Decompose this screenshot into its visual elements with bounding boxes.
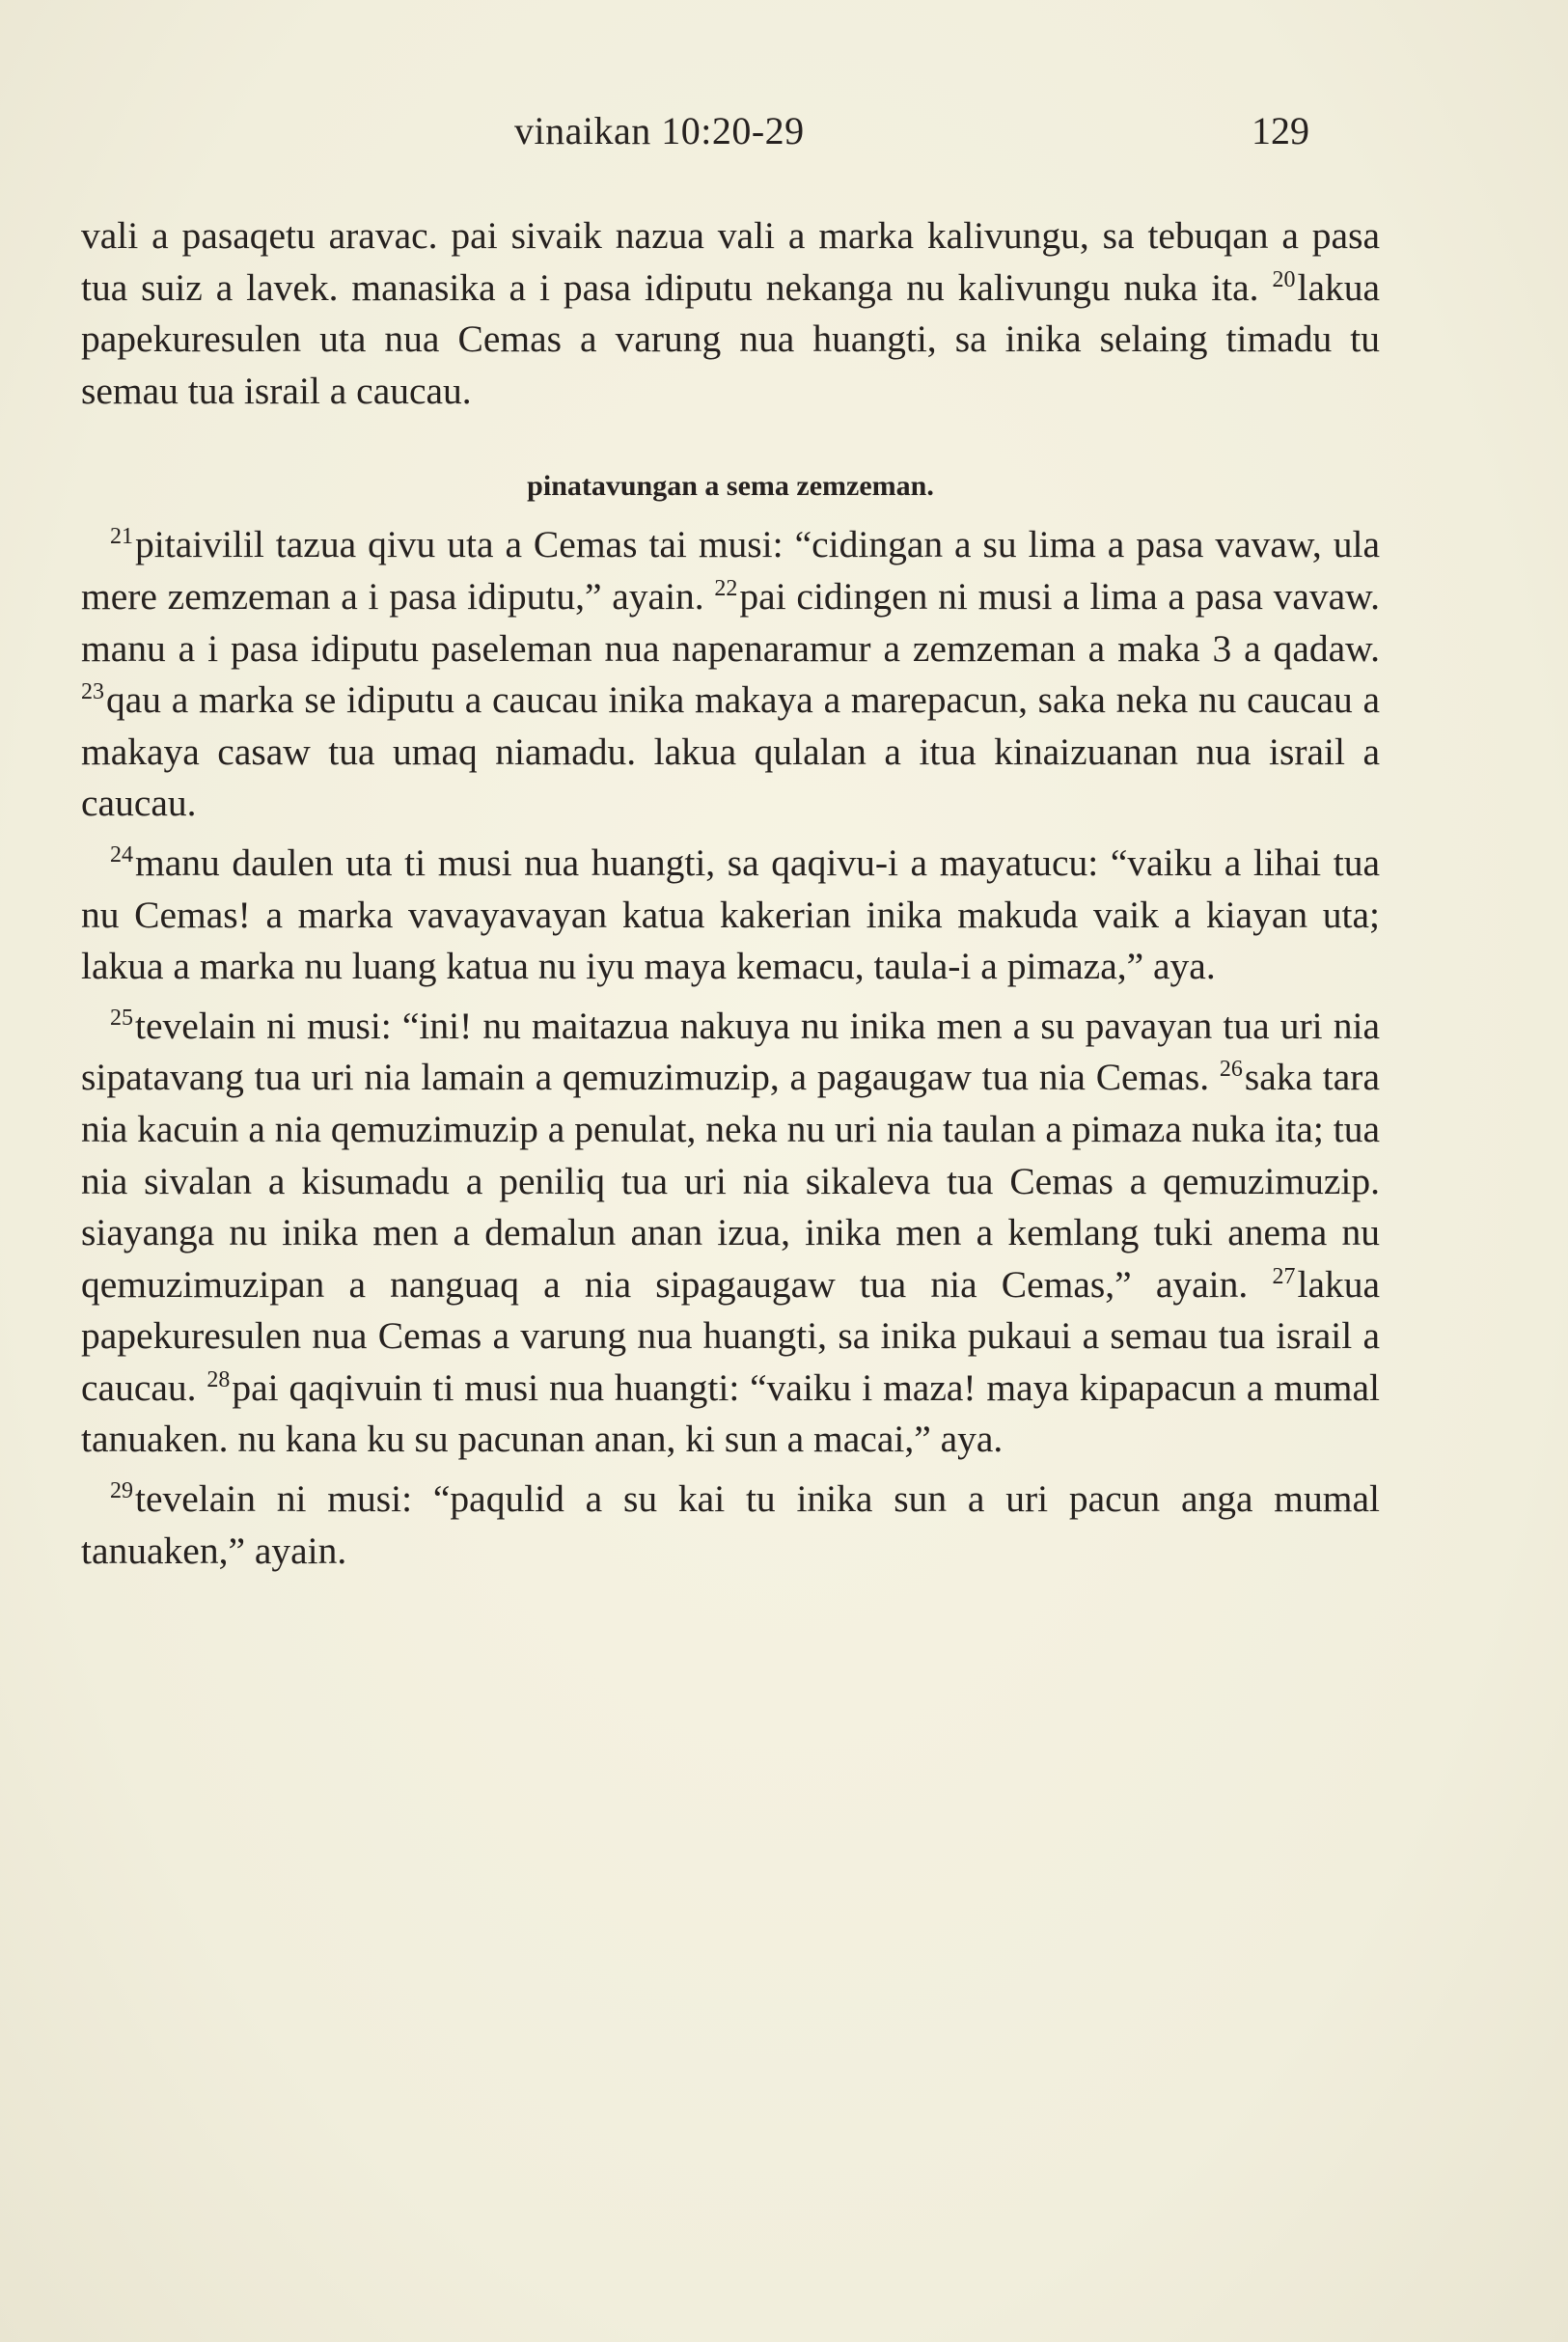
verse-number: 23 [81,679,104,705]
paragraph [81,1001,1380,1466]
verse-text: pai qaqivuin ti musi nua huangti: “vaiku i maza! maya kipapacun a mumal tanuaken. nu kana ku su pacunan anan, ki sun a macai,” aya. [81,1365,1381,1461]
verse-text: tevelain ni musi: “ini! nu maitazua nakuya nu inika men a su pavayan tua uri nia sipatavang tua uri nia lamain a qemuzimuzip, a pagaugaw tua nia Cemas. [81,1004,1380,1099]
verse-number: 20 [1272,266,1296,292]
paragraph [81,210,1380,417]
page-header [0,108,1568,166]
paragraph [81,519,1380,830]
verse-text: pitaivilil tazua qivu uta a Cemas tai musi: “cidingan a su lima a pasa vavaw, ula mere zemzeman a i pasa idiputu,” ayain. [81,523,1380,618]
verse-number: 25 [110,1005,133,1031]
running-head: vinaikan 10:20-29 [514,109,805,152]
page-body [81,210,1380,1577]
verse-text: tevelain ni musi: “paqulid a su kai tu inika sun a uri pacun anga mumal tanuaken,” ayain. [81,1477,1380,1572]
verse-number: 29 [110,1478,133,1504]
paragraph [81,1474,1380,1577]
verse-number: 27 [1272,1263,1296,1289]
verse-number: 26 [1219,1057,1243,1083]
verse-text: lakua papekuresulen nua Cemas a varung nua huangti, sa inika pukaui a semau tua israil a caucau. [81,1262,1381,1409]
verse-text: pai cidingen ni musi a lima a pasa vavaw. manu a i pasa idiputu paseleman nua napenaramur a zemzeman a maka 3 a qadaw. [81,574,1380,670]
page-number: 129 [1252,109,1309,152]
verse-number: 24 [110,841,133,868]
section-heading: pinatavungan a sema zemzeman. [527,470,934,503]
verse-number: 21 [110,524,133,550]
verse-text: lakua papekuresulen uta nua Cemas a varung nua huangti, sa inika selaing timadu tu semau tua israil a caucau. [81,265,1381,412]
paragraph [81,838,1380,993]
verse-number: 28 [206,1366,231,1392]
verse-text: saka tara nia kacuin a nia qemuzimuzip a penulat, neka nu uri nia taulan a pimaza nuka ita; tua nia sivalan a kisumadu a peniliq tua uri nia sikaleva tua Cemas a qemuzimuzip. siayanga nu inika men a demalun anan izua, inika men a kemlang tuki anema nu qemuzimuzipan a nanguaq a nia sipagaugaw tua nia Cemas,” ayain. [81,1056,1380,1306]
verse-text: qau a marka se idiputu a caucau inika makaya a marepacun, saka neka nu caucau a makaya casaw tua umaq niamadu. lakua qulalan a itua kinaizuanan nua israil a caucau. [81,678,1380,825]
paragraph-text: vali a pasaqetu aravac. pai sivaik nazua vali a marka kalivungu, sa tebuqan a pasa tua suiz a lavek. manasika a i pasa idiputu nekanga nu kalivungu nuka ita. [81,214,1380,309]
verse-text: manu daulen uta ti musi nua huangti, sa qaqivu-i a mayatucu: “vaiku a lihai tua nu Cemas! a marka vavayavayan katua kakerian inika makuda vaik a kiayan uta; lakua a marka nu luang katua nu iyu maya kemacu, taula-i a pimaza,” aya. [81,840,1380,988]
verse-number: 22 [714,575,738,601]
